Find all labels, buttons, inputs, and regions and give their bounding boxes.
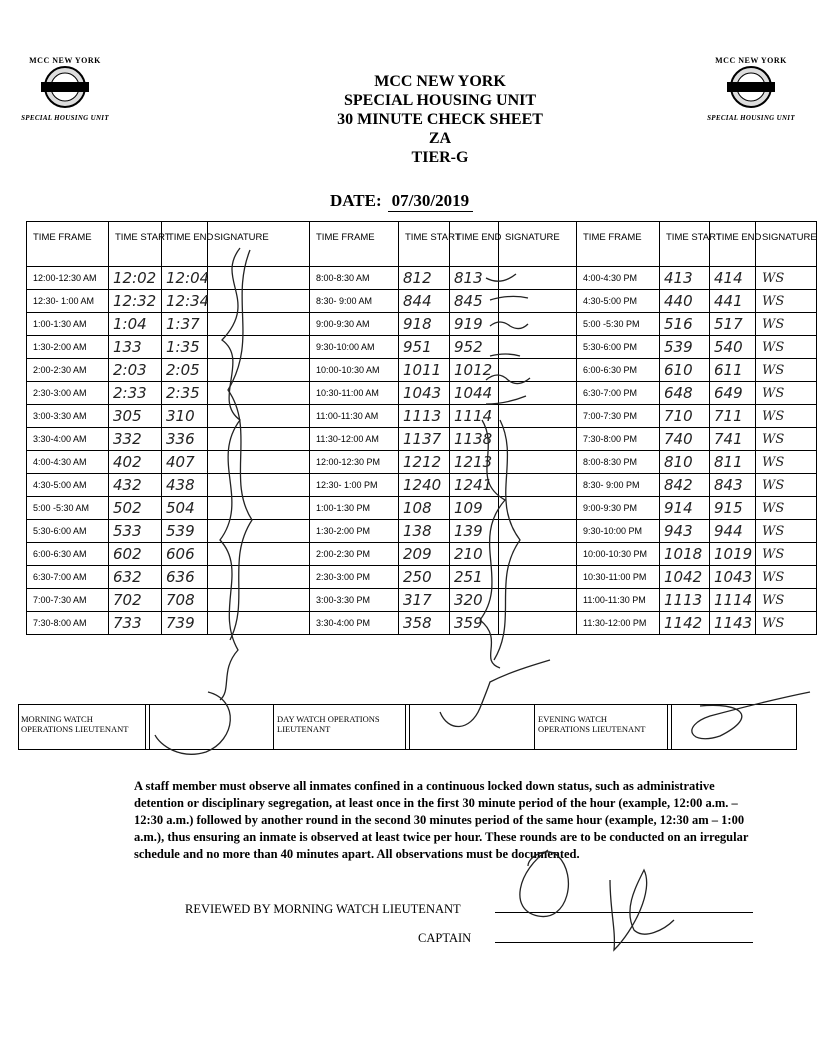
- header-line-2: SPECIAL HOUSING UNIT: [343, 92, 537, 109]
- column-header: TIME START: [399, 222, 450, 267]
- signature-cell: [208, 267, 310, 290]
- signature-cell: [499, 336, 577, 359]
- time-frame-cell: 1:00-1:30 PM: [310, 497, 399, 520]
- signature-cell: [499, 267, 577, 290]
- time-end-cell: 539: [162, 520, 208, 543]
- time-frame-cell: 9:00-9:30 AM: [310, 313, 399, 336]
- time-frame-cell: 11:30-12:00 AM: [310, 428, 399, 451]
- time-end-cell: 2:35: [162, 382, 208, 405]
- time-end-cell: 109: [450, 497, 499, 520]
- time-start-cell: 1113: [660, 589, 710, 612]
- time-end-cell: 1044: [450, 382, 499, 405]
- time-frame-cell: 10:00-10:30 PM: [577, 543, 660, 566]
- time-end-cell: 952: [450, 336, 499, 359]
- header-line-3: 30 MINUTE CHECK SHEET: [337, 111, 543, 128]
- time-end-cell: 845: [450, 290, 499, 313]
- signature-cell: [499, 566, 577, 589]
- time-frame-cell: 10:00-10:30 AM: [310, 359, 399, 382]
- logo-left: [20, 56, 110, 122]
- time-end-cell: 2:05: [162, 359, 208, 382]
- time-start-cell: 432: [109, 474, 162, 497]
- time-end-cell: 649: [710, 382, 756, 405]
- signature-cell: WS: [756, 451, 817, 474]
- time-end-cell: 843: [710, 474, 756, 497]
- column-header: SIGNATURE: [499, 222, 577, 267]
- time-start-cell: 1137: [399, 428, 450, 451]
- time-start-cell: 2:33: [109, 382, 162, 405]
- time-end-cell: 441: [710, 290, 756, 313]
- time-end-cell: 540: [710, 336, 756, 359]
- day-watch-label: DAY WATCH OPERATIONS LIEUTENANT: [277, 714, 380, 734]
- time-frame-cell: 12:30- 1:00 PM: [310, 474, 399, 497]
- time-end-cell: 517: [710, 313, 756, 336]
- time-end-cell: 1:35: [162, 336, 208, 359]
- signature-cell: [499, 589, 577, 612]
- time-end-cell: 944: [710, 520, 756, 543]
- check-log-table: [26, 221, 817, 635]
- signature-cell: [499, 382, 577, 405]
- table-row: [27, 451, 817, 474]
- signature-cell: [208, 566, 310, 589]
- time-end-cell: 414: [710, 267, 756, 290]
- time-frame-cell: 4:30-5:00 AM: [27, 474, 109, 497]
- time-start-cell: 332: [109, 428, 162, 451]
- column-header: TIME END: [162, 222, 208, 267]
- signature-cell: [208, 290, 310, 313]
- signature-cell: WS: [756, 589, 817, 612]
- time-frame-cell: 1:30-2:00 PM: [310, 520, 399, 543]
- time-start-cell: 812: [399, 267, 450, 290]
- signature-cell: [208, 382, 310, 405]
- time-start-cell: 1142: [660, 612, 710, 635]
- time-start-cell: 810: [660, 451, 710, 474]
- signature-cell: [208, 474, 310, 497]
- time-frame-cell: 2:00-2:30 AM: [27, 359, 109, 382]
- time-start-cell: 12:02: [109, 267, 162, 290]
- signature-cell: [208, 359, 310, 382]
- time-end-cell: 708: [162, 589, 208, 612]
- time-start-cell: 648: [660, 382, 710, 405]
- time-end-cell: 504: [162, 497, 208, 520]
- document-header: [260, 72, 620, 167]
- signature-cell: [208, 520, 310, 543]
- review-morning-label: REVIEWED BY MORNING WATCH LIEUTENANT: [185, 902, 461, 916]
- time-frame-cell: 10:30-11:00 PM: [577, 566, 660, 589]
- signature-cell: [499, 428, 577, 451]
- time-end-cell: 813: [450, 267, 499, 290]
- signature-cell: WS: [756, 405, 817, 428]
- column-header: SIGNATURE: [208, 222, 310, 267]
- time-end-cell: 139: [450, 520, 499, 543]
- time-start-cell: 710: [660, 405, 710, 428]
- time-end-cell: 1143: [710, 612, 756, 635]
- time-frame-cell: 9:30-10:00 PM: [577, 520, 660, 543]
- time-end-cell: 1043: [710, 566, 756, 589]
- time-start-cell: 844: [399, 290, 450, 313]
- signature-cell: [499, 451, 577, 474]
- time-start-cell: 1212: [399, 451, 450, 474]
- time-frame-cell: 11:00-11:30 PM: [577, 589, 660, 612]
- time-frame-cell: 8:00-8:30 AM: [310, 267, 399, 290]
- time-start-cell: 533: [109, 520, 162, 543]
- column-header: TIME FRAME: [310, 222, 399, 267]
- time-frame-cell: 5:00 -5:30 AM: [27, 497, 109, 520]
- signature-cell: [499, 612, 577, 635]
- header-line-4: ZA: [428, 130, 452, 147]
- time-frame-cell: 7:00-7:30 PM: [577, 405, 660, 428]
- time-start-cell: 602: [109, 543, 162, 566]
- time-end-cell: 811: [710, 451, 756, 474]
- table-row: [27, 382, 817, 405]
- time-end-cell: 711: [710, 405, 756, 428]
- time-start-cell: 209: [399, 543, 450, 566]
- time-frame-cell: 1:00-1:30 AM: [27, 313, 109, 336]
- morning-watch-label: MORNING WATCH OPERATIONS LIEUTENANT: [21, 714, 129, 734]
- table-row: [27, 497, 817, 520]
- time-start-cell: 1018: [660, 543, 710, 566]
- signature-cell: [208, 451, 310, 474]
- time-frame-cell: 1:30-2:00 AM: [27, 336, 109, 359]
- time-end-cell: 310: [162, 405, 208, 428]
- time-end-cell: 919: [450, 313, 499, 336]
- time-frame-cell: 8:30- 9:00 PM: [577, 474, 660, 497]
- time-frame-cell: 5:30-6:00 AM: [27, 520, 109, 543]
- signature-cell: [499, 405, 577, 428]
- table-row: [27, 589, 817, 612]
- time-end-cell: 210: [450, 543, 499, 566]
- time-start-cell: 1042: [660, 566, 710, 589]
- time-frame-cell: 5:00 -5:30 PM: [577, 313, 660, 336]
- review-captain-signature-line: [495, 942, 753, 943]
- time-end-cell: 606: [162, 543, 208, 566]
- signature-cell: WS: [756, 497, 817, 520]
- signature-cell: [208, 612, 310, 635]
- table-header-row: [27, 222, 817, 267]
- column-header: TIME END: [710, 222, 756, 267]
- signature-cell: [499, 313, 577, 336]
- time-start-cell: 1240: [399, 474, 450, 497]
- signature-cell: WS: [756, 520, 817, 543]
- review-captain-label: CAPTAIN: [418, 931, 472, 945]
- time-start-cell: 317: [399, 589, 450, 612]
- signature-cell: WS: [756, 566, 817, 589]
- signature-cell: WS: [756, 474, 817, 497]
- time-start-cell: 440: [660, 290, 710, 313]
- time-start-cell: 358: [399, 612, 450, 635]
- table-row: [27, 313, 817, 336]
- time-start-cell: 1011: [399, 359, 450, 382]
- time-start-cell: 1:04: [109, 313, 162, 336]
- evening-watch-label: EVENING WATCH OPERATIONS LIEUTENANT: [538, 714, 646, 734]
- column-header: TIME END: [450, 222, 499, 267]
- signature-cell: WS: [756, 359, 817, 382]
- time-start-cell: 610: [660, 359, 710, 382]
- time-frame-cell: 12:00-12:30 PM: [310, 451, 399, 474]
- signature-cell: [499, 520, 577, 543]
- table-row: [27, 267, 817, 290]
- time-end-cell: 1:37: [162, 313, 208, 336]
- table-row: [27, 566, 817, 589]
- time-start-cell: 250: [399, 566, 450, 589]
- time-frame-cell: 5:30-6:00 PM: [577, 336, 660, 359]
- time-start-cell: 305: [109, 405, 162, 428]
- time-frame-cell: 3:30-4:00 PM: [310, 612, 399, 635]
- table-row: [27, 428, 817, 451]
- signature-cell: WS: [756, 336, 817, 359]
- time-end-cell: 438: [162, 474, 208, 497]
- time-end-cell: 359: [450, 612, 499, 635]
- time-frame-cell: 6:30-7:00 AM: [27, 566, 109, 589]
- table-row: [27, 359, 817, 382]
- time-start-cell: 842: [660, 474, 710, 497]
- logo-top-text: MCC NEW YORK: [29, 56, 101, 65]
- time-frame-cell: 8:30- 9:00 AM: [310, 290, 399, 313]
- time-end-cell: 739: [162, 612, 208, 635]
- time-start-cell: 413: [660, 267, 710, 290]
- time-frame-cell: 2:30-3:00 AM: [27, 382, 109, 405]
- time-frame-cell: 4:00-4:30 PM: [577, 267, 660, 290]
- time-end-cell: 611: [710, 359, 756, 382]
- time-start-cell: 1043: [399, 382, 450, 405]
- time-frame-cell: 12:30- 1:00 AM: [27, 290, 109, 313]
- time-end-cell: 1213: [450, 451, 499, 474]
- date-row: [330, 191, 473, 212]
- table-row: [27, 405, 817, 428]
- signature-cell: [499, 543, 577, 566]
- time-frame-cell: 4:00-4:30 AM: [27, 451, 109, 474]
- column-header: TIME FRAME: [577, 222, 660, 267]
- header-line-1: MCC NEW YORK: [374, 73, 506, 90]
- signature-cell: [208, 405, 310, 428]
- time-end-cell: 636: [162, 566, 208, 589]
- time-start-cell: 1113: [399, 405, 450, 428]
- table-row: [27, 336, 817, 359]
- time-frame-cell: 11:30-12:00 PM: [577, 612, 660, 635]
- time-end-cell: 12:04: [162, 267, 208, 290]
- time-frame-cell: 3:00-3:30 PM: [310, 589, 399, 612]
- time-start-cell: 502: [109, 497, 162, 520]
- time-start-cell: 133: [109, 336, 162, 359]
- time-frame-cell: 7:00-7:30 AM: [27, 589, 109, 612]
- time-end-cell: 741: [710, 428, 756, 451]
- time-frame-cell: 6:00-6:30 AM: [27, 543, 109, 566]
- table-row: [27, 474, 817, 497]
- signature-cell: [208, 589, 310, 612]
- column-header: TIME FRAME: [27, 222, 109, 267]
- time-frame-cell: 11:00-11:30 AM: [310, 405, 399, 428]
- header-line-5: TIER-G: [411, 149, 469, 166]
- time-start-cell: 951: [399, 336, 450, 359]
- signature-cell: WS: [756, 290, 817, 313]
- column-header: TIME START: [660, 222, 710, 267]
- time-end-cell: 1019: [710, 543, 756, 566]
- time-start-cell: 702: [109, 589, 162, 612]
- signature-cell: WS: [756, 267, 817, 290]
- time-end-cell: 12:34: [162, 290, 208, 313]
- review-morning-signature-line: [495, 912, 753, 913]
- signature-cell: WS: [756, 313, 817, 336]
- table-row: [27, 612, 817, 635]
- signature-cell: [208, 497, 310, 520]
- logo-bottom-text: SPECIAL HOUSING UNIT: [707, 114, 795, 122]
- signature-cell: [208, 543, 310, 566]
- time-start-cell: 402: [109, 451, 162, 474]
- time-start-cell: 733: [109, 612, 162, 635]
- table-row: [27, 543, 817, 566]
- time-start-cell: 914: [660, 497, 710, 520]
- time-frame-cell: 2:30-3:00 PM: [310, 566, 399, 589]
- time-frame-cell: 12:00-12:30 AM: [27, 267, 109, 290]
- time-frame-cell: 8:00-8:30 PM: [577, 451, 660, 474]
- time-frame-cell: 9:00-9:30 PM: [577, 497, 660, 520]
- time-end-cell: 915: [710, 497, 756, 520]
- time-start-cell: 516: [660, 313, 710, 336]
- time-start-cell: 918: [399, 313, 450, 336]
- signature-cell: [499, 290, 577, 313]
- time-end-cell: 1114: [450, 405, 499, 428]
- time-frame-cell: 4:30-5:00 PM: [577, 290, 660, 313]
- time-end-cell: 1114: [710, 589, 756, 612]
- signature-cell: [499, 474, 577, 497]
- logo-bottom-text: SPECIAL HOUSING UNIT: [21, 114, 109, 122]
- time-end-cell: 251: [450, 566, 499, 589]
- signature-cell: WS: [756, 382, 817, 405]
- time-frame-cell: 2:00-2:30 PM: [310, 543, 399, 566]
- time-start-cell: 632: [109, 566, 162, 589]
- time-end-cell: 1241: [450, 474, 499, 497]
- time-start-cell: 12:32: [109, 290, 162, 313]
- time-start-cell: 943: [660, 520, 710, 543]
- watch-signature-box: [18, 704, 797, 750]
- time-end-cell: 320: [450, 589, 499, 612]
- time-end-cell: 336: [162, 428, 208, 451]
- time-start-cell: 740: [660, 428, 710, 451]
- column-header: TIME START: [109, 222, 162, 267]
- signature-cell: [208, 336, 310, 359]
- shu-seal-icon: [721, 65, 781, 109]
- logo-right: [706, 56, 796, 122]
- logo-top-text: MCC NEW YORK: [715, 56, 787, 65]
- time-start-cell: 138: [399, 520, 450, 543]
- date-value: 07/30/2019: [388, 191, 473, 212]
- signature-cell: WS: [756, 428, 817, 451]
- signature-cell: [208, 313, 310, 336]
- time-frame-cell: 7:30-8:00 PM: [577, 428, 660, 451]
- shu-seal-icon: [35, 65, 95, 109]
- time-start-cell: 2:03: [109, 359, 162, 382]
- time-end-cell: 407: [162, 451, 208, 474]
- time-frame-cell: 6:30-7:00 PM: [577, 382, 660, 405]
- time-frame-cell: 9:30-10:00 AM: [310, 336, 399, 359]
- time-start-cell: 108: [399, 497, 450, 520]
- time-frame-cell: 3:30-4:00 AM: [27, 428, 109, 451]
- policy-notice: A staff member must observe all inmates confined in a continuous locked down status, such as administrative detention or disciplinary segregation, at least once in the first 30 minute period of the hour (example, 12:00 a.m. – 12:30 a.m.) followed by another round in the second 30 minutes period of the same hour (example, 12:30 am – 1:00 a.m.), thus ensuring an inmate is observed at least twice per hour. These rounds are to be conducted on an irregular schedule and no more than 40 minutes apart. All observations must be documented.: [134, 779, 749, 861]
- column-header: SIGNATURE: [756, 222, 817, 267]
- signature-cell: [208, 428, 310, 451]
- time-end-cell: 1138: [450, 428, 499, 451]
- time-end-cell: 1012: [450, 359, 499, 382]
- table-row: [27, 520, 817, 543]
- table-row: [27, 290, 817, 313]
- date-label: DATE:: [330, 191, 382, 210]
- signature-cell: WS: [756, 612, 817, 635]
- time-frame-cell: 7:30-8:00 AM: [27, 612, 109, 635]
- time-frame-cell: 6:00-6:30 PM: [577, 359, 660, 382]
- time-start-cell: 539: [660, 336, 710, 359]
- time-frame-cell: 3:00-3:30 AM: [27, 405, 109, 428]
- signature-cell: WS: [756, 543, 817, 566]
- signature-cell: [499, 359, 577, 382]
- signature-cell: [499, 497, 577, 520]
- time-frame-cell: 10:30-11:00 AM: [310, 382, 399, 405]
